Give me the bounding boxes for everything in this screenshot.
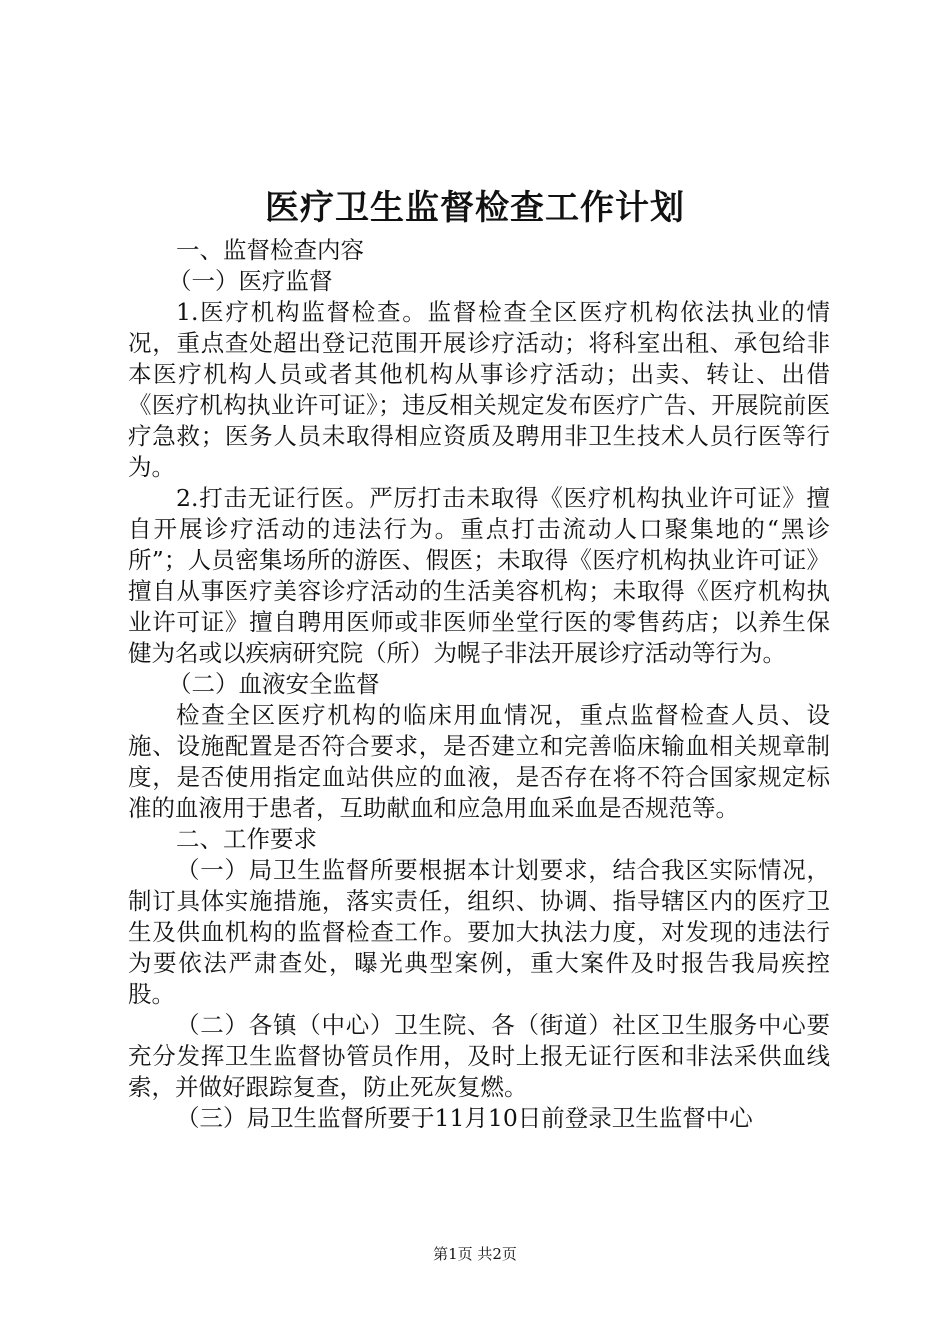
paragraph-requirement-3: （三）局卫生监督所要于11月10日前登录卫生监督中心: [176, 1104, 753, 1132]
document-body: [128, 235, 830, 1134]
paragraph-blood-safety: 检查全区医疗机构的临床用血情况，重点监督检查人员、设施、设施配置是否符合要求，是否建立和完善临床输血相关规章制度，是否使用指定血站供应的血液，是否存在将不符合国家规定标准的血液用于患者，互助献血和应急用血采血是否规范等。: [128, 701, 830, 822]
paragraph-requirement-1: （一）局卫生监督所要根据本计划要求，结合我区实际情况，制订具体实施措施，落实责任，组织、协调、指导辖区内的医疗卫生及供血机构的监督检查工作。要加大执法力度，对发现的违法行为要依法严肃查处，曝光典型案例，重大案件及时报告我局疾控股。: [128, 856, 830, 1008]
section-heading-1: 一、监督检查内容: [176, 236, 364, 264]
paragraph-medical-inspection: 1.医疗机构监督检查。监督检查全区医疗机构依法执业的情况，重点查处超出登记范围开展诊疗活动；将科室出租、承包给非本医疗机构人员或者其他机构从事诊疗活动；出卖、转让、出借《医疗机构执业许可证》；违反相关规定发布医疗广告、开展院前医疗急救；医务人员未取得相应资质及聘用非卫生技术人员行医等行为。: [128, 298, 830, 481]
subsection-heading-medical: （一）医疗监督: [168, 267, 333, 295]
page-title: 医疗卫生监督检查工作计划: [265, 188, 685, 228]
page-footer: 第1页 共2页: [433, 1245, 517, 1263]
paragraph-requirement-2: （二）各镇（中心）卫生院、各（街道）社区卫生服务中心要充分发挥卫生监督协管员作用，及时上报无证行医和非法采供血线索，并做好跟踪复查，防止死灰复燃。: [128, 1011, 830, 1101]
paragraph-unlicensed-practice: 2.打击无证行医。严厉打击未取得《医疗机构执业许可证》擅自开展诊疗活动的违法行为。重点打击流动人口聚集地的“黑诊所”；人员密集场所的游医、假医；未取得《医疗机构执业许可证》擅自从事医疗美容诊疗活动的生活美容机构；未取得《医疗机构执业许可证》擅自聘用医师或非医师坐堂行医的零售药店；以养生保健为名或以疾病研究院（所）为幌子非法开展诊疗活动等行为。: [128, 484, 830, 667]
section-heading-2: 二、工作要求: [176, 825, 317, 853]
subsection-heading-blood-safety: （二）血液安全监督: [168, 670, 380, 698]
